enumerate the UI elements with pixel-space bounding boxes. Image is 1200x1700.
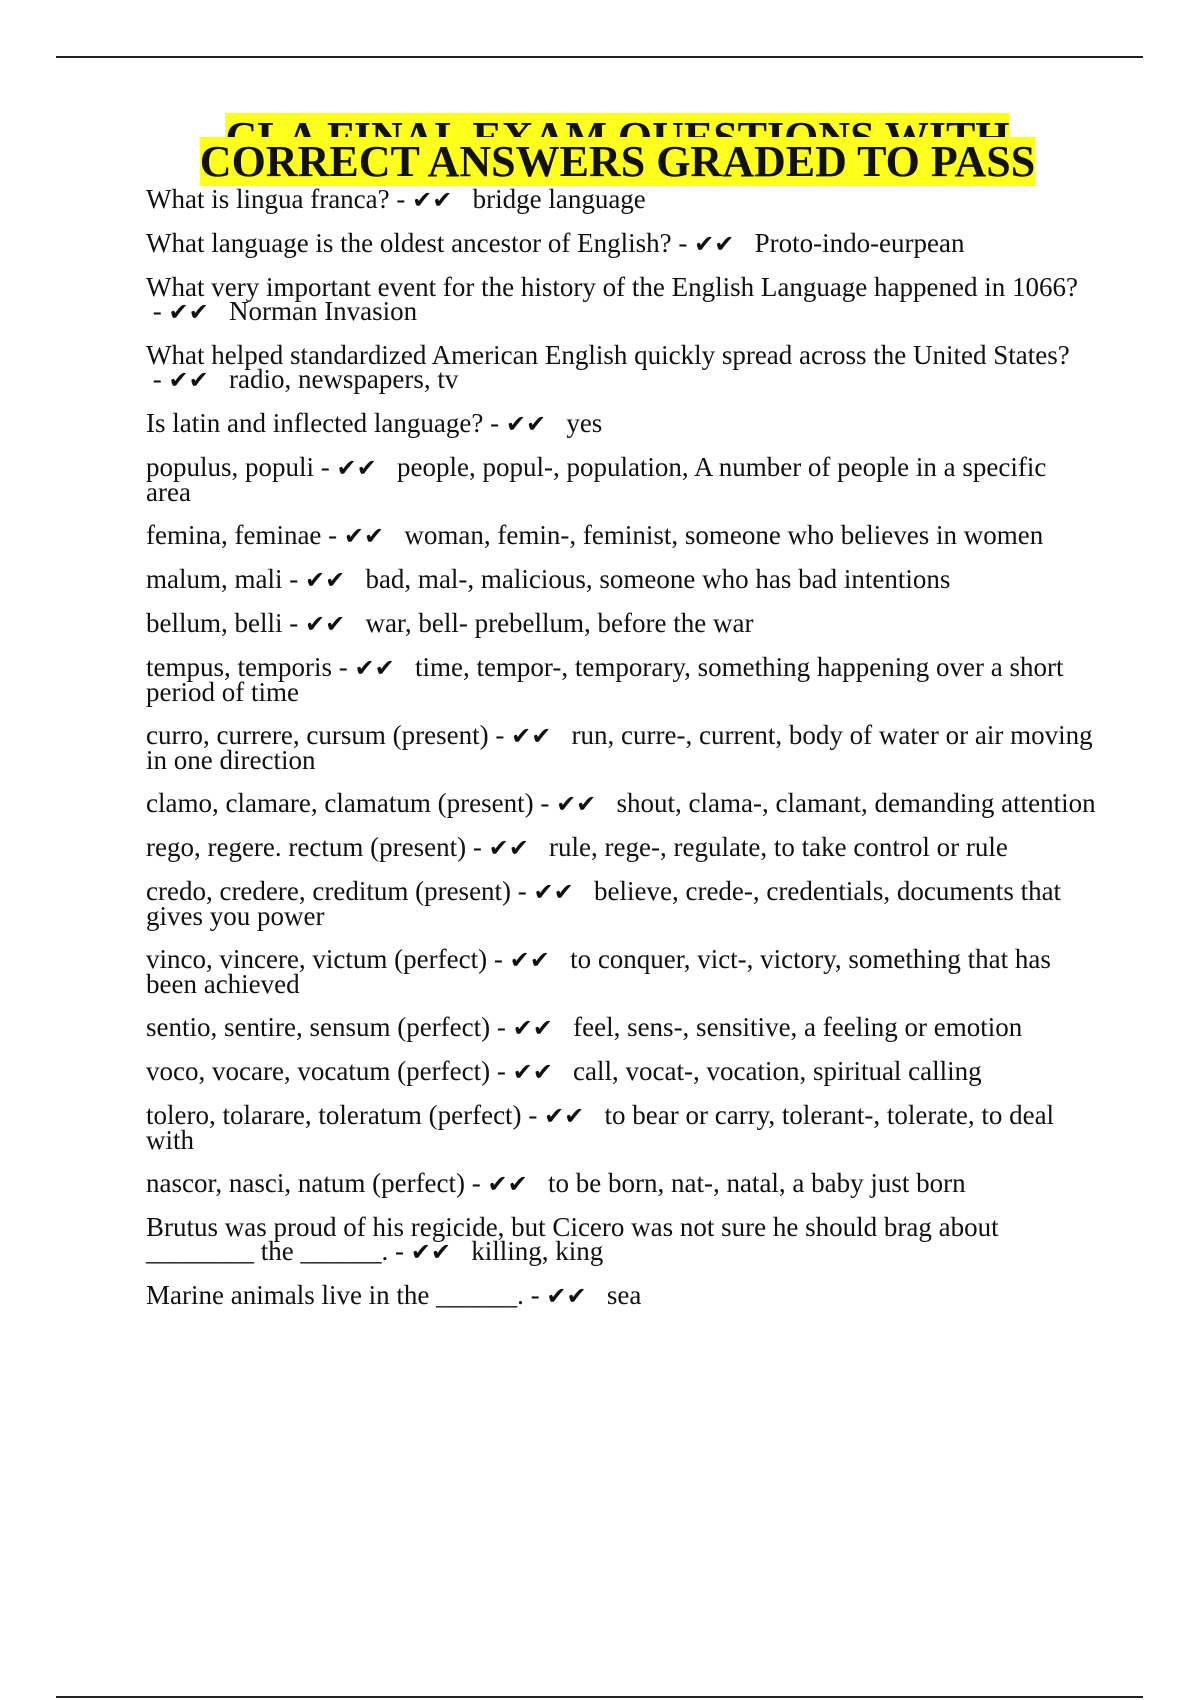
answer-text: bad, mal-, malicious, someone who has bad intentions [365,564,951,594]
qa-item [146,408,1096,438]
qa-list [146,184,1096,1327]
separator: - [671,228,695,258]
question-text: sentio, sentire, sensum (perfect) [146,1012,491,1042]
answer-text: bridge language [472,184,646,214]
double-check-icon: ✔✔ [336,454,377,482]
separator: - [488,720,512,750]
separator: - [282,564,305,594]
qa-item [146,608,1096,638]
question-text: curro, currere, cursum (present) [146,720,489,750]
answer-text: Norman Invasion [228,296,418,326]
separator: - [490,1012,513,1042]
qa-item [146,228,1096,258]
double-check-icon: ✔✔ [694,230,735,258]
qa-item [146,788,1096,818]
bottom-rule [56,1696,1143,1698]
double-check-icon: ✔✔ [410,1238,451,1266]
question-text: vinco, vincere, victum (perfect) [146,944,488,974]
double-check-icon: ✔✔ [509,946,550,974]
double-check-icon: ✔✔ [168,366,209,394]
qa-item [146,944,1096,999]
top-rule [56,56,1143,58]
separator: - [389,184,413,214]
separator: - [388,1236,411,1266]
document-title-text: CLA FINAL EXAM QUESTIONS WITH CORRECT ANSWERS GRADED TO PASS [199,113,1036,186]
answer-text: to be born, nat-, natal, a baby just born [548,1168,966,1198]
double-check-icon: ✔✔ [304,610,346,638]
question-text: bellum, belli [146,608,283,638]
question-text: tempus, temporis [146,652,332,682]
answer-text: believe, crede-, credentials, documents that gives you power [146,876,1062,931]
answer-text: run, curre-, current, body of water or air moving in one direction [146,720,1093,775]
answer-text: woman, femin-, feminist, someone who believes in women [404,520,1044,550]
separator: - [465,1168,488,1198]
double-check-icon: ✔✔ [544,1102,585,1130]
double-check-icon: ✔✔ [511,722,552,750]
double-check-icon: ✔✔ [556,790,597,818]
double-check-icon: ✔✔ [343,522,385,550]
separator: - [146,364,169,394]
qa-item [146,720,1096,775]
qa-item [146,652,1096,707]
answer-text: people, popul-, population, A number of people in a specific area [146,452,1047,507]
qa-item [146,184,1096,214]
separator: - [282,608,305,638]
separator: - [533,788,557,818]
qa-item [146,452,1096,507]
separator: - [511,876,534,906]
answer-text: Proto-indo-eurpean [754,228,965,258]
separator: - [314,452,337,482]
qa-item [146,832,1096,862]
separator: - [490,1056,513,1086]
qa-item [146,520,1096,550]
answer-text: radio, newspapers, tv [228,364,459,394]
question-text: Marine animals live in the ______. [146,1280,524,1310]
qa-item [146,340,1096,394]
question-text: What very important event for the history of the English Language happened in 1066? [146,272,1078,302]
question-text: Brutus was proud of his regicide, but Cicero was not sure he should brag about ________ the ______. [146,1212,999,1266]
qa-item [146,1280,1096,1310]
answer-text: call, vocat-, vocation, spiritual calling [573,1056,982,1086]
answer-text: feel, sens-, sensitive, a feeling or emotion [573,1012,1023,1042]
qa-item [146,1168,1096,1198]
double-check-icon: ✔✔ [487,1170,528,1198]
answer-text: to bear or carry, tolerant-, tolerate, to deal with [146,1100,1055,1155]
separator: - [523,1280,547,1310]
double-check-icon: ✔✔ [304,566,346,594]
answer-text: to conquer, vict-, victory, something that has been achieved [146,944,1051,999]
double-check-icon: ✔✔ [512,1014,553,1042]
answer-text: killing, king [471,1236,604,1266]
question-text: Is latin and inflected language? [146,408,484,438]
separator: - [483,408,506,438]
question-text: populus, populi [146,452,315,482]
answer-text: sea [606,1280,642,1310]
question-text: malum, mali [146,564,283,594]
qa-item [146,272,1096,326]
question-text: credo, credere, creditum (present) [146,876,512,906]
separator: - [146,296,169,326]
qa-item [146,1056,1096,1086]
qa-item [146,1012,1096,1042]
double-check-icon: ✔✔ [533,878,574,906]
question-text: clamo, clamare, clamatum (present) [146,788,534,818]
question-text: nascor, nasci, natum (perfect) [146,1168,466,1198]
double-check-icon: ✔✔ [546,1282,587,1310]
qa-item [146,876,1096,931]
double-check-icon: ✔✔ [168,298,209,326]
question-text: tolero, tolarare, toleratum (perfect) [146,1100,522,1130]
question-text: voco, vocare, vocatum (perfect) [146,1056,491,1086]
double-check-icon: ✔✔ [488,834,529,862]
answer-text: rule, rege-, regulate, to take control or rule [549,832,1008,862]
double-check-icon: ✔✔ [412,186,453,214]
question-text: rego, regere. rectum (present) [146,832,467,862]
double-check-icon: ✔✔ [512,1058,553,1086]
separator: - [331,652,355,682]
question-text: What language is the oldest ancestor of English? [146,228,672,258]
separator: - [321,520,344,550]
qa-item [146,1100,1096,1155]
question-text: femina, feminae [146,520,322,550]
question-text: What is lingua franca? [146,184,390,214]
qa-item [146,1212,1096,1266]
answer-text: yes [566,408,603,438]
separator: - [521,1100,545,1130]
answer-text: war, bell- prebellum, before the war [365,608,754,638]
separator: - [466,832,489,862]
question-text: What helped standardized American English quickly spread across the United States? [146,340,1070,370]
double-check-icon: ✔✔ [354,654,395,682]
qa-item [146,564,1096,594]
document-title [145,113,1090,186]
separator: - [487,944,510,974]
double-check-icon: ✔✔ [505,410,547,438]
answer-text: shout, clama-, clamant, demanding attention [616,788,1096,818]
answer-text: time, tempor-, temporary, something happening over a short period of time [146,652,1064,707]
